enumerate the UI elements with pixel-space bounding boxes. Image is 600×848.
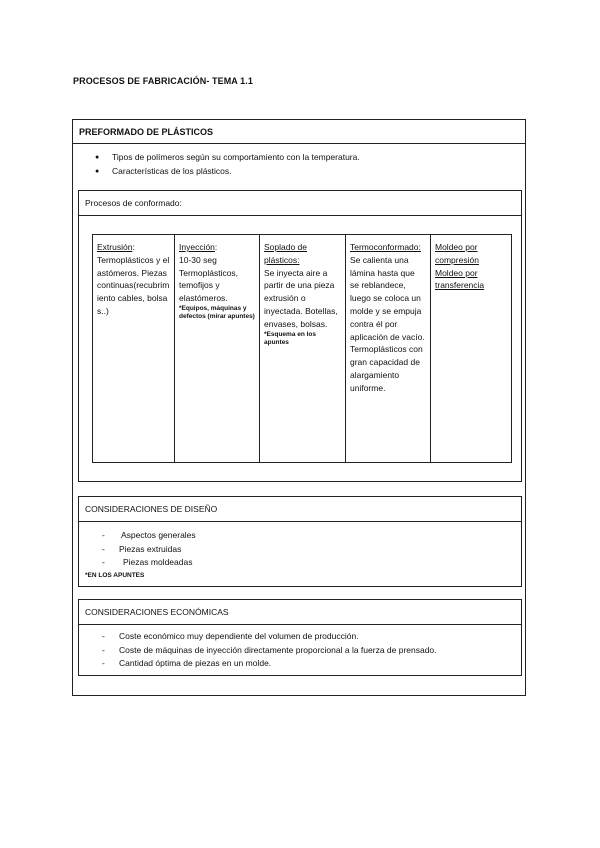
conformado-title: Procesos de conformado: xyxy=(79,191,521,216)
process-column-soplado xyxy=(260,235,346,462)
preformado-section xyxy=(72,119,526,696)
process-body: 10-30 seg Termoplásticos, temofijos y elastómeros. xyxy=(179,254,239,304)
economicas-title: CONSIDERACIONES ECONÓMICAS xyxy=(79,600,521,625)
process-body: Se calienta una lámina hasta que se reblandece, luego se coloca un molde y se empuja contra él por aplicación de vacío. Termoplásticos con gran capacidad de alargamiento uniforme. xyxy=(350,254,425,393)
process-note: *Esquema en los apuntes xyxy=(264,330,317,347)
preformado-title: PREFORMADO DE PLÁSTICOS xyxy=(73,120,525,144)
heading-suffix: : xyxy=(132,242,135,252)
list-item: - Cantidad óptima de piezas en un molde. xyxy=(102,657,437,671)
process-body: Termoplásticos y elastómeros. Piezas continuas(recubrimiento cables, bolsas..) xyxy=(97,254,170,316)
list-item: ● Tipos de polímeros según su comportamiento con la temperatura. xyxy=(95,151,360,165)
process-table xyxy=(92,234,512,463)
process-column-moldeo xyxy=(431,235,511,462)
list-item-text: Aspectos generales xyxy=(121,530,196,540)
list-item: - Coste de máquinas de inyección directamente proporcional a la fuerza de prensado. xyxy=(102,644,437,658)
process-note: *Equipos, máquinas y defectos (mirar apuntes) xyxy=(179,304,255,321)
preformado-bullet-list xyxy=(95,151,360,178)
list-item xyxy=(102,556,196,570)
process-column-extrusion xyxy=(93,235,175,462)
heading-suffix: : xyxy=(214,242,218,252)
conformado-box xyxy=(78,190,522,482)
process-heading: Moldeo por compresión xyxy=(435,242,479,265)
process-heading: Termoconformado: xyxy=(350,242,421,252)
process-heading-2: Moldeo por transferencia xyxy=(435,267,485,291)
process-heading: Soplado de plásticos: xyxy=(264,242,308,265)
process-heading: Extrusión xyxy=(97,242,133,252)
process-column-termoconformado xyxy=(346,235,431,462)
diseno-title: CONSIDERACIONES DE DISEÑO xyxy=(79,497,521,522)
list-item-text: Piezas moldeadas xyxy=(123,557,193,567)
list-item: - Piezas extruidas xyxy=(102,543,196,557)
economicas-list xyxy=(102,630,437,671)
diseno-box xyxy=(78,496,522,587)
document-title: PROCESOS DE FABRICACIÓN- TEMA 1.1 xyxy=(73,76,253,86)
list-item xyxy=(102,529,196,543)
process-heading: Inyección xyxy=(179,242,215,252)
process-body: Se inyecta aire a partir de una pieza extrusión o inyectada. Botellas, envases, bolsas. xyxy=(264,267,338,329)
diseno-note: *EN LOS APUNTES xyxy=(85,572,145,579)
list-item: - Coste económico muy dependiente del volumen de producción. xyxy=(102,630,437,644)
process-column-inyeccion xyxy=(175,235,260,462)
diseno-list xyxy=(102,529,196,570)
economicas-box xyxy=(78,599,522,676)
list-item: ● Características de los plásticos. xyxy=(95,165,360,179)
